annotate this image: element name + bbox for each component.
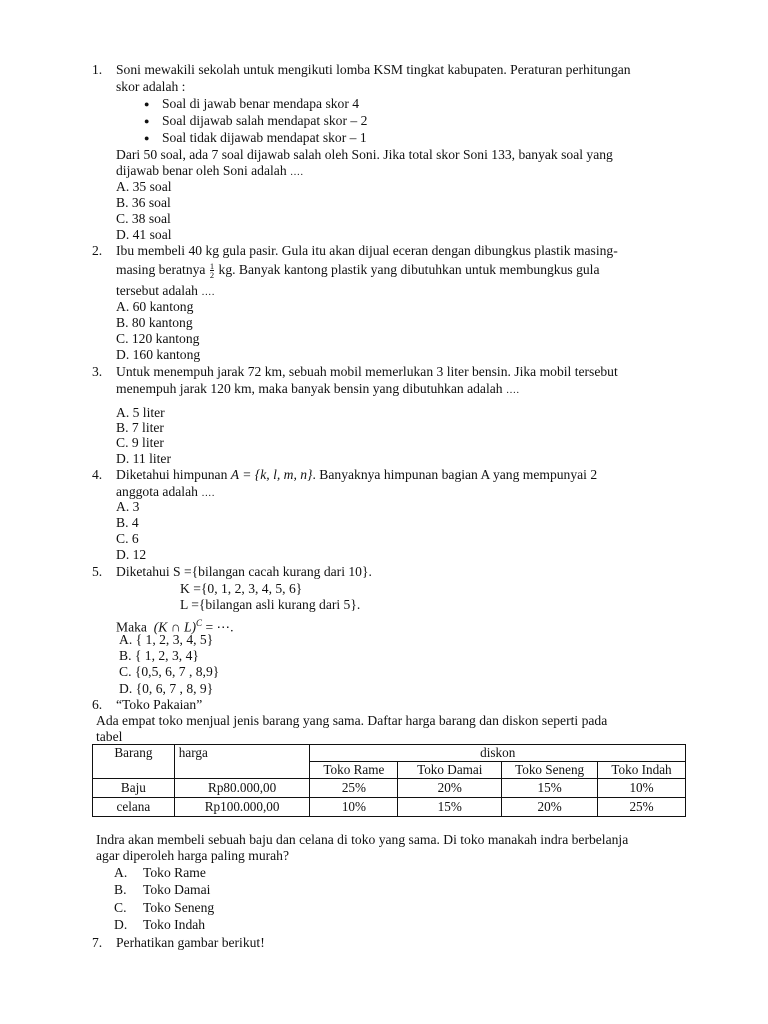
q3-line1: Untuk menempuh jarak 72 km, sebuah mobil memerlukan 3 liter bensin. Jika mobil tersebut: [116, 364, 618, 379]
q4-option-d: D. 12: [116, 547, 147, 562]
q3-option-c: C. 9 liter: [116, 435, 164, 450]
q5-option-d: D. {0, 6, 7 , 8, 9}: [119, 681, 214, 696]
header-barang: Barang: [93, 745, 175, 779]
q6-intro-line1: Ada empat toko menjual jenis barang yang sama. Daftar harga barang dan diskon seperti pada: [96, 713, 608, 728]
bullet-icon: ●: [144, 116, 150, 126]
store-header: Toko Seneng: [502, 762, 598, 779]
q1-text-line2: skor adalah :: [116, 79, 186, 94]
q4-line2-text: anggota adalah: [116, 484, 198, 499]
q1-text-line1: Soni mewakili sekolah untuk mengikuti lomba KSM tingkat kabupaten. Peraturan perhitungan: [116, 62, 631, 77]
q4-line1-a: Diketahui himpunan: [116, 467, 228, 482]
store-header: Toko Indah: [598, 762, 686, 779]
store-header: Toko Damai: [398, 762, 502, 779]
table-row: [93, 779, 686, 798]
bullet-icon: ●: [144, 133, 150, 143]
q2-option-a: A. 60 kantong: [116, 299, 194, 314]
q3-option-a: A. 5 liter: [116, 405, 165, 420]
q2-option-b: B. 80 kantong: [116, 315, 193, 330]
table-row: [93, 798, 686, 817]
q3-number: 3.: [92, 364, 103, 379]
q4-line1: [116, 467, 597, 483]
q3-option-d: D. 11 liter: [116, 451, 171, 466]
q6-option-c-letter: C.: [114, 900, 127, 915]
q6-option-b: Toko Damai: [143, 882, 211, 897]
table-header-row: [93, 745, 686, 762]
q5-line1: Diketahui S ={bilangan cacah kurang dari 10}.: [116, 564, 372, 579]
discount-cell: 15%: [502, 779, 598, 798]
q7-number: 7.: [92, 935, 103, 950]
q5-expression: (K ∩ L): [153, 619, 197, 635]
ellipsis: ….: [505, 385, 520, 396]
discount-cell: 15%: [398, 798, 502, 817]
q1-option-c: C. 38 soal: [116, 211, 171, 226]
q5-expression-tail: = ⋯.: [202, 619, 234, 635]
q2-line2-a: masing beratnya: [116, 262, 206, 277]
bullet-icon: ●: [144, 99, 150, 109]
q5-line3: L ={bilangan asli kurang dari 5}.: [180, 597, 361, 612]
q6-option-a-letter: A.: [114, 865, 128, 880]
q5-option-c: C. {0,5, 6, 7 , 8,9}: [119, 664, 220, 679]
q3-option-b: B. 7 liter: [116, 420, 164, 435]
q6-option-d: Toko Indah: [143, 917, 206, 932]
store-header: Toko Rame: [310, 762, 398, 779]
q3-line2-text: menempuh jarak 120 km, maka banyak bensin yang dibutuhkan adalah: [116, 381, 503, 396]
item-cell: celana: [93, 798, 175, 817]
discount-cell: 10%: [310, 798, 398, 817]
q2-line2: [116, 262, 600, 279]
q6-title: “Toko Pakaian”: [116, 697, 203, 712]
q6-option-c: Toko Seneng: [143, 900, 215, 915]
q3-line2: [116, 381, 519, 399]
q6-number: 6.: [92, 697, 103, 712]
q1-stem-line1: Dari 50 soal, ada 7 soal dijawab salah oleh Soni. Jika total skor Soni 133, banyak soal yang: [116, 147, 613, 162]
q4-set-expression: A = {k, l, m, n}: [230, 467, 313, 482]
q4-option-a: A. 3: [116, 499, 140, 514]
q6-question-line2: agar diperoleh harga paling murah?: [96, 848, 290, 863]
q2-line1: Ibu membeli 40 kg gula pasir. Gula itu akan dijual eceran dengan dibungkus plastik masing-: [116, 243, 618, 258]
discount-cell: 20%: [502, 798, 598, 817]
q5-option-b: B. { 1, 2, 3, 4}: [119, 648, 199, 663]
q2-line2-b: kg. Banyak kantong plastik yang dibutuhkan untuk membungkus gula: [218, 262, 600, 277]
q6-option-a: Toko Rame: [143, 865, 206, 880]
price-discount-table: [92, 744, 686, 817]
discount-cell: 25%: [598, 798, 686, 817]
q4-number: 4.: [92, 467, 103, 482]
q1-rule: Soal tidak dijawab mendapat skor – 1: [162, 130, 367, 145]
q5-maka: Maka: [116, 619, 147, 635]
frac-num: 1: [209, 261, 215, 272]
q2-line3-text: tersebut adalah: [116, 283, 198, 298]
q7-text: Perhatikan gambar berikut!: [116, 935, 265, 950]
discount-cell: 20%: [398, 779, 502, 798]
q5-number: 5.: [92, 564, 103, 579]
ellipsis: ….: [201, 287, 215, 298]
header-diskon: diskon: [310, 745, 686, 762]
ellipsis: ….: [290, 167, 304, 178]
price-cell: Rp80.000,00: [174, 779, 310, 798]
q4-option-b: B. 4: [116, 515, 139, 530]
q5-option-a: A. { 1, 2, 3, 4, 5}: [119, 632, 214, 647]
item-cell: Baju: [93, 779, 175, 798]
q5-complement: C: [196, 618, 203, 628]
q6-intro-line2: tabel: [96, 729, 123, 744]
q1-rule: Soal dijawab salah mendapat skor – 2: [162, 113, 368, 128]
discount-cell: 10%: [598, 779, 686, 798]
q1-option-d: D. 41 soal: [116, 227, 172, 242]
q2-option-c: C. 120 kantong: [116, 331, 200, 346]
fraction-half: [210, 262, 214, 279]
q6-option-d-letter: D.: [114, 917, 128, 932]
header-harga: harga: [174, 745, 310, 779]
price-cell: Rp100.000,00: [174, 798, 310, 817]
ellipsis: ….: [201, 488, 215, 499]
q1-option-a: A. 35 soal: [116, 179, 172, 194]
q1-option-b: B. 36 soal: [116, 195, 171, 210]
discount-cell: 25%: [310, 779, 398, 798]
q2-option-d: D. 160 kantong: [116, 347, 201, 362]
q1-number: 1.: [92, 62, 103, 77]
q6-option-b-letter: B.: [114, 882, 127, 897]
q5-line2: K ={0, 1, 2, 3, 4, 5, 6}: [180, 581, 303, 596]
q1-rule: Soal di jawab benar mendapa skor 4: [162, 96, 360, 111]
q1-stem-text: dijawab benar oleh Soni adalah: [116, 163, 287, 178]
q2-number: 2.: [92, 243, 103, 258]
frac-den: 2: [209, 270, 215, 281]
q4-option-c: C. 6: [116, 531, 139, 546]
q6-question-line1: Indra akan membeli sebuah baju dan celana di toko yang sama. Di toko manakah indra berbelanja: [96, 832, 629, 847]
q4-line1-b: . Banyaknya himpunan bagian A yang mempunyai 2: [312, 467, 598, 482]
